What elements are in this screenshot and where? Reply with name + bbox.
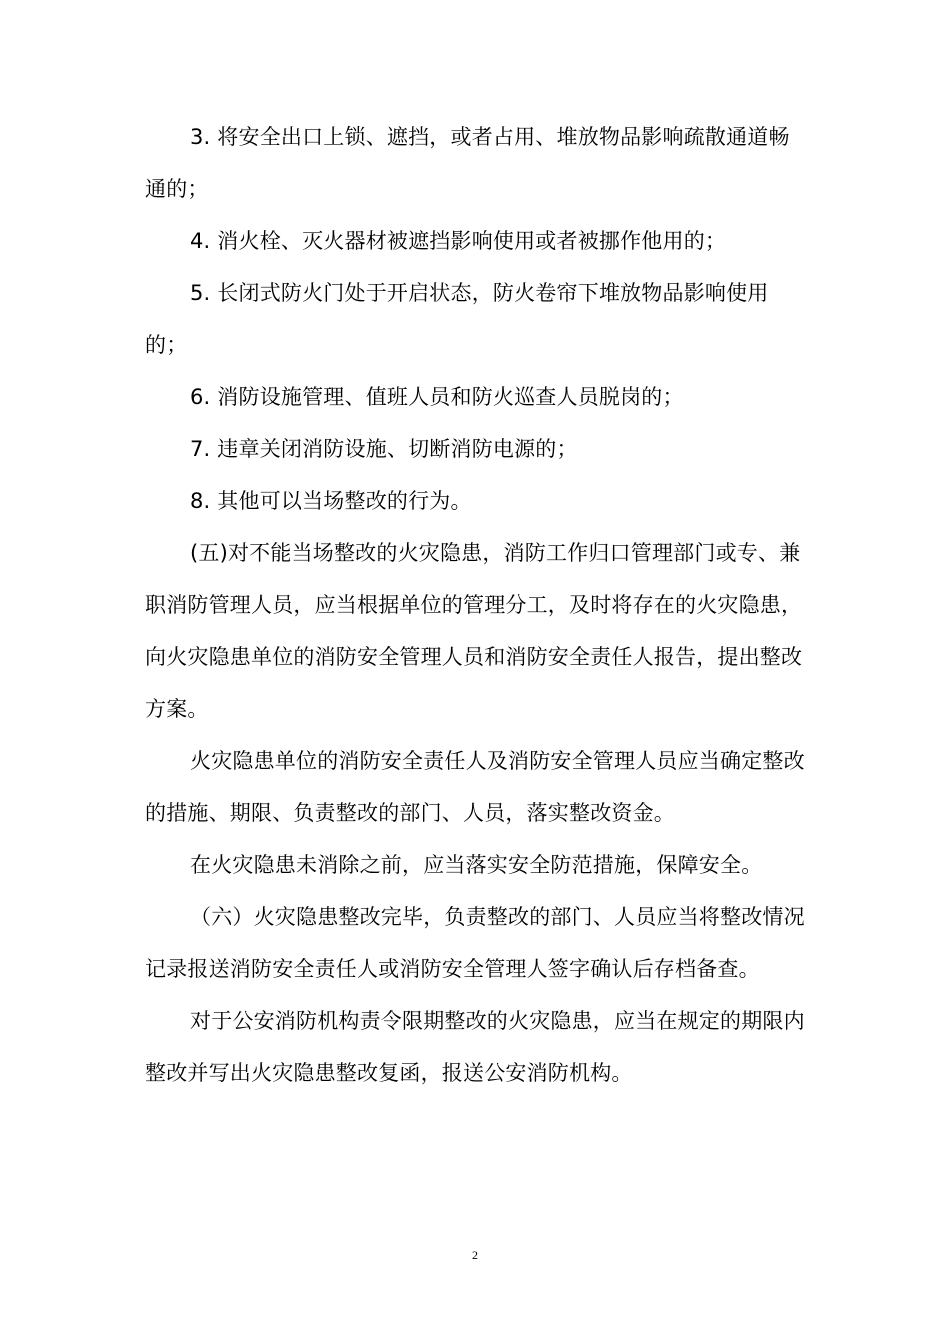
paragraph-item-8: 8. 其他可以当场整改的行为。	[190, 489, 472, 513]
page-number: 2	[472, 1248, 478, 1262]
paragraph-item-6: 6. 消防设施管理、值班人员和防火巡查人员脱岗的；	[190, 385, 684, 409]
paragraph-responsibility: 火灾隐患单位的消防安全责任人及消防安全管理人员应当确定整改的措施、期限、负责整改的部门、人员，落实整改资金。	[145, 749, 805, 825]
paragraph-item-7: 7. 违章关闭消防设施、切断消防电源的；	[190, 437, 578, 461]
paragraph-section-6: （六）火灾隐患整改完毕，负责整改的部门、人员应当将整改情况记录报送消防安全责任人或消防安全管理人签字确认后存档备查。	[145, 905, 805, 981]
paragraph-item-4: 4. 消火栓、灭火器材被遮挡影响使用或者被挪作他用的；	[190, 229, 727, 253]
body-text	[145, 111, 805, 1099]
paragraph-item-3: 3. 将安全出口上锁、遮挡，或者占用、堆放物品影响疏散通道畅通的；	[145, 125, 790, 201]
paragraph-deadline-rectification: 对于公安消防机构责令限期整改的火灾隐患，应当在规定的期限内整改并写出火灾隐患整改复函，报送公安消防机构。	[145, 1009, 805, 1085]
paragraph-section-5: (五)对不能当场整改的火灾隐患，消防工作归口管理部门或专、兼职消防管理人员，应当根据单位的管理分工，及时将存在的火灾隐患，向火灾隐患单位的消防安全管理人员和消防安全责任人报告，提出整改方案。	[145, 541, 803, 721]
paragraph-safety-measures: 在火灾隐患未消除之前，应当落实安全防范措施，保障安全。	[190, 853, 763, 877]
paragraph-item-5: 5. 长闭式防火门处于开启状态，防火卷帘下堆放物品影响使用的；	[145, 281, 769, 357]
